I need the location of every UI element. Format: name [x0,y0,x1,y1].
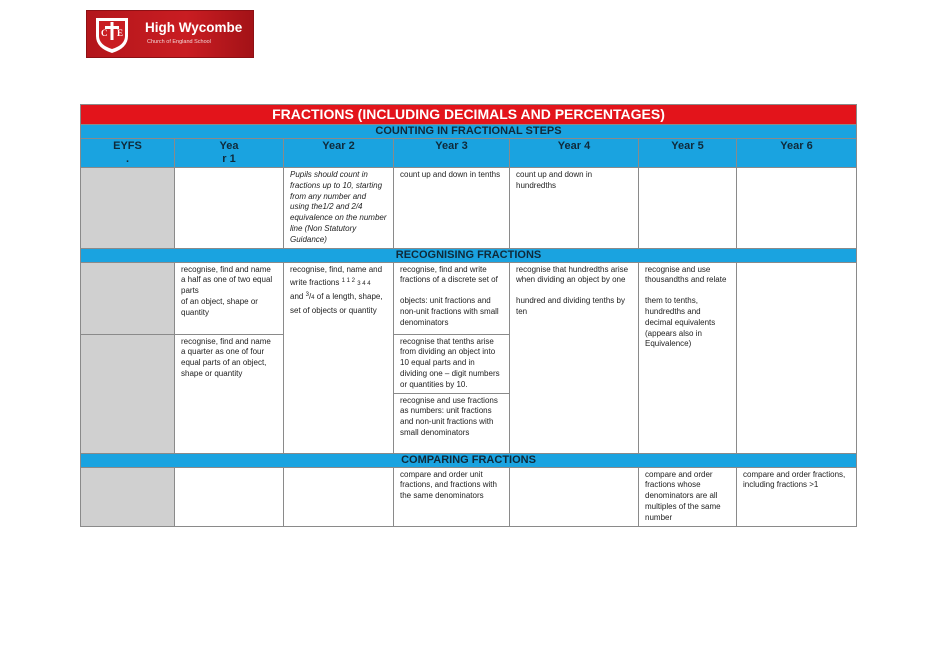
column-header-year-2: Year 2 [284,139,394,168]
fraction-numerators: 1 1 2 [341,278,355,285]
school-logo [86,10,254,58]
counting-year-5-cell [639,168,737,249]
year-3-recognise-text: recognise, find and write fractions of a discrete set of [400,264,498,285]
column-header-year-3: Year 3 [394,139,510,168]
counting-year-3-cell: count up and down in tenths [394,168,510,249]
column-header-year-4: Year 4 [510,139,639,168]
fraction-numerator-3: 3 [305,292,309,299]
recognising-year-1-quarter-cell: recognise, find and name a quarter as one of four equal parts of an object, shape or quantity [175,334,284,453]
school-crest-icon [93,14,131,54]
eyfs-cell [81,467,175,526]
recognising-year-4-cell [510,262,639,453]
counting-year-2-cell: Pupils should count in fractions up to 10, starting from any number and using the1/2 and 2/4 equivalence on the number line (Non Statutory Guidance) [284,168,394,249]
comparing-year-5-cell: compare and order fractions whose denominators are all multiples of the same number [639,467,737,526]
fractions-curriculum-table [80,104,857,527]
fraction-denominator-4: 4 [311,295,315,302]
year-4-hundredths-text: recognise that hundredths arise when dividing an object by one [516,264,629,285]
eyfs-cell [81,262,175,334]
column-header-year-5: Year 5 [639,139,737,168]
comparing-year-6-cell: compare and order fractions, including fractions >1 [737,467,857,526]
school-name: High Wycombe [145,20,243,35]
recognising-year-3-tenths-cell: recognise that tenths arise from dividing an object into 10 equal parts and in dividing one – digit numbers or quantities by 10. [394,334,510,393]
logo-mark-c: C [101,28,108,38]
year-2-recognise-text: recognise, find, name and [290,264,383,274]
column-header-eyfs: EYFS . [81,139,175,168]
comparing-year-2-cell [284,467,394,526]
year-5-thousandths-text: recognise and use thousandths and relate [645,264,727,285]
counting-year-4-cell: count up and down in hundredths [510,168,639,249]
year-1-half-text: recognise, find and name a half as one of two equal parts [181,264,273,296]
comparing-year-3-cell: compare and order unit fractions, and fractions with the same denominators [394,467,510,526]
recognising-row-1 [81,262,857,334]
year-2-write-fractions-line: write fractions 1 1 2 3 4 4 [290,278,371,288]
year-3-objects-text: objects: unit fractions and non-unit fractions with small denominators [400,296,499,327]
eyfs-cell [81,168,175,249]
year-2-length-line: and 3/4 of a length, shape, [290,292,383,302]
comparing-row [81,467,857,526]
column-header-year-1: Yea r 1 [175,139,284,168]
comparing-year-4-cell [510,467,639,526]
year-5-relate-text: them to tenths, hundredths and decimal equivalents (appears also in Equivalence) [645,296,716,349]
year-4-dividing-text: hundred and dividing tenths by ten [516,296,625,316]
year-2-set-text: set of objects or quantity [290,305,377,315]
recognising-year-5-cell [639,262,737,453]
counting-year-1-cell [175,168,284,249]
recognising-year-3-cell [394,262,510,334]
school-subtitle: Church of England School [147,39,211,45]
recognising-year-6-cell [737,262,857,453]
column-header-row [81,139,857,168]
section-counting-heading: COUNTING IN FRACTIONAL STEPS [81,125,857,139]
column-header-year-6: Year 6 [737,139,857,168]
comparing-year-1-cell [175,467,284,526]
table-title: FRACTIONS (INCLUDING DECIMALS AND PERCENTAGES) [81,105,857,125]
eyfs-cell [81,334,175,453]
section-comparing-heading: COMPARING FRACTIONS [81,453,857,467]
section-recognising-heading: RECOGNISING FRACTIONS [81,248,857,262]
counting-year-6-cell [737,168,857,249]
recognising-year-1-half-cell [175,262,284,334]
recognising-year-2-cell [284,262,394,453]
recognising-year-3-numbers-cell: recognise and use fractions as numbers: unit fractions and non-unit fractions with small denominators [394,393,510,453]
counting-row [81,168,857,249]
fraction-denominators: 3 4 4 [357,281,371,288]
year-1-half-text-cont: of an object, shape or quantity [181,296,258,317]
logo-mark-e: E [117,28,124,38]
